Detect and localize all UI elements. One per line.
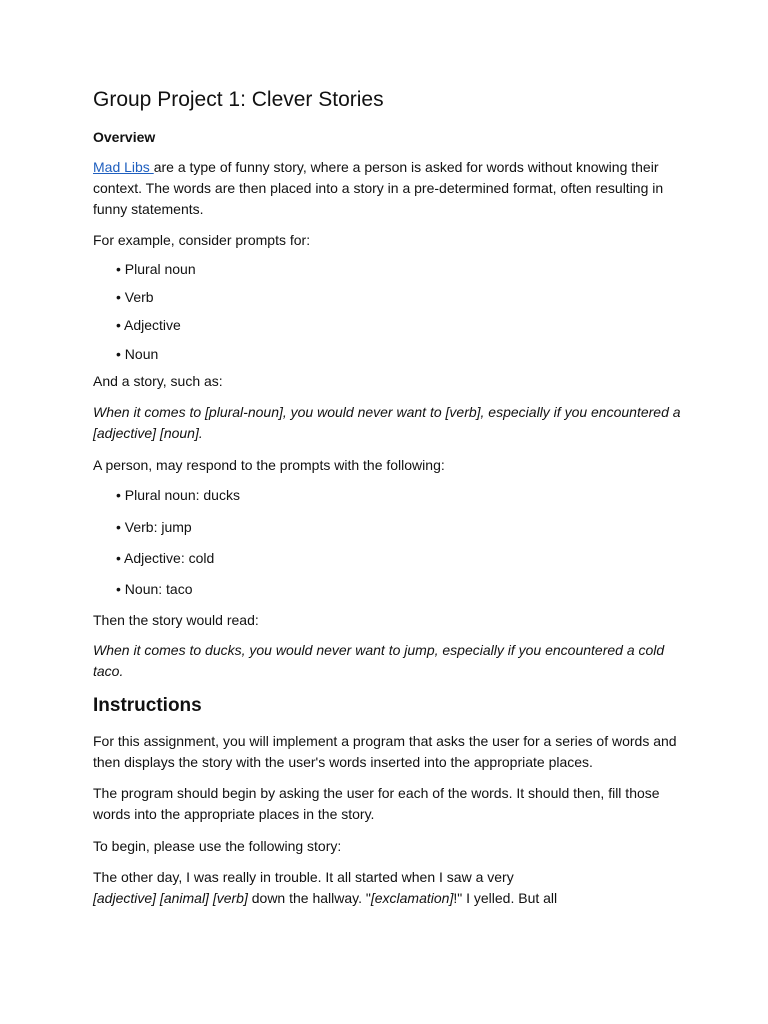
response-item: • Verb: jump	[116, 519, 192, 535]
story-line	[93, 888, 557, 909]
instructions-paragraph: To begin, please use the following story:	[93, 838, 342, 854]
prompt-item: • Verb	[116, 289, 154, 305]
response-intro: A person, may respond to the prompts with the following:	[93, 457, 445, 473]
story-text: down the hallway. "	[247, 890, 371, 906]
result-intro: Then the story would read:	[93, 612, 259, 628]
story-placeholder: [adjective] [animal] [verb]	[93, 890, 248, 906]
response-item: • Noun: taco	[116, 581, 193, 597]
story-template: When it comes to [plural-noun], you would never want to [verb], especially if you encountered a [adjective] [noun].	[93, 404, 681, 441]
instructions-paragraph: For this assignment, you will implement a program that asks the user for a series of words and then displays the story with the user's words inserted into the appropriate places.	[93, 733, 677, 770]
instructions-paragraph: The program should begin by asking the user for each of the words. It should then, fill those words into the appropriate places in the story.	[93, 785, 660, 822]
story-result: When it comes to ducks, you would never want to jump, especially if you encountered a cold taco.	[93, 642, 665, 679]
mad-libs-link[interactable]: Mad Libs	[93, 159, 154, 175]
story-intro: And a story, such as:	[93, 373, 223, 389]
overview-heading: Overview	[93, 129, 156, 145]
example-intro: For example, consider prompts for:	[93, 232, 311, 248]
instructions-heading: Instructions	[93, 695, 202, 716]
prompt-item: • Plural noun	[116, 261, 196, 277]
response-item: • Plural noun: ducks	[116, 487, 240, 503]
page-title: Group Project 1: Clever Stories	[93, 88, 384, 111]
prompt-item: • Adjective	[116, 317, 181, 333]
response-item: • Adjective: cold	[116, 550, 215, 566]
story-placeholder: [exclamation]	[370, 890, 454, 906]
intro-paragraph	[93, 157, 683, 220]
prompt-item: • Noun	[116, 346, 159, 362]
story-line: The other day, I was really in trouble. It all started when I saw a very	[93, 869, 514, 885]
story-text: !" I yelled. But all	[453, 890, 558, 906]
intro-text: are a type of funny story, where a person is asked for words without knowing their context. The words are then placed into a story in a pre-determined format, often resulting in funny statements.	[93, 159, 664, 217]
